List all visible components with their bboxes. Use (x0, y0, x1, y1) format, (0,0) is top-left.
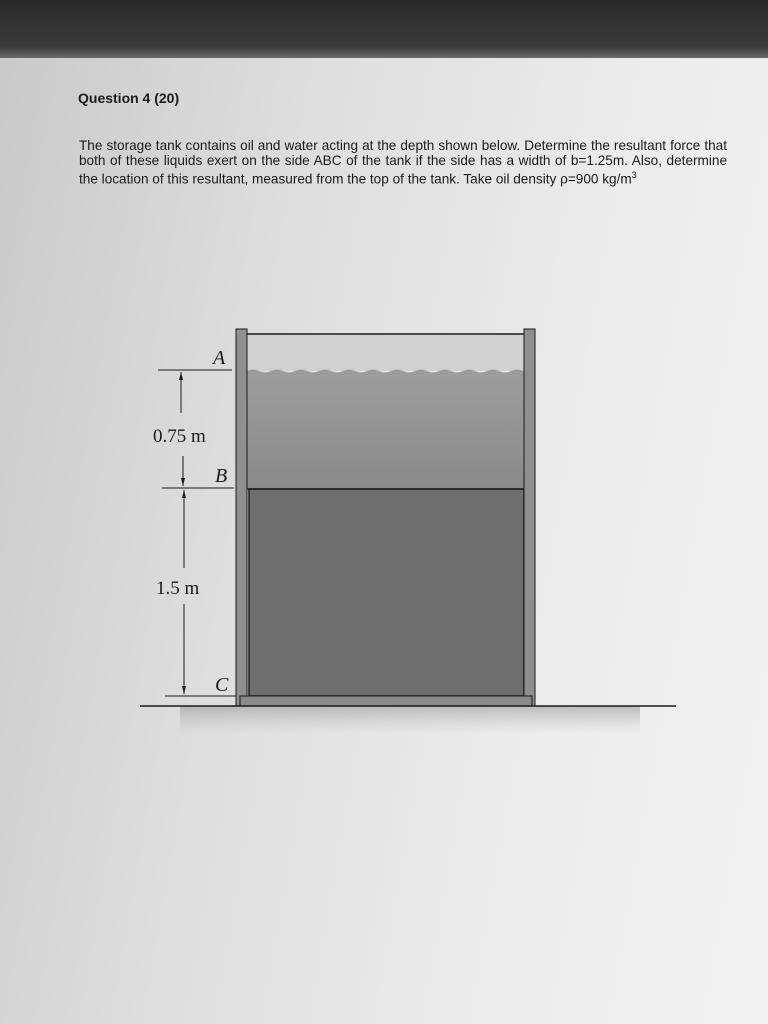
oil-layer (247, 370, 524, 490)
water-depth-label: 1.5 m (156, 578, 200, 599)
tank-left-wall (236, 329, 247, 706)
tank-right-wall (524, 329, 535, 706)
water-layer (249, 489, 524, 696)
air-space (247, 334, 524, 371)
question-title: Question 4 (20) (78, 90, 180, 106)
tank-bottom (240, 696, 532, 706)
oil-depth-label: 0.75 m (153, 426, 206, 447)
question-body: The storage tank contains oil and water acting at the depth shown below. Determine the resultant force that both of these liquids exert on the side ABC of the tank if the side has a width of b=1.25m. Also, determine the location of this resultant, measured from the top of the tank. Take oil density ρ=900 kg/m (79, 138, 727, 187)
point-c-label: C (215, 674, 229, 696)
point-b-label: B (215, 465, 228, 487)
point-a-label: A (213, 347, 226, 369)
superscript-exponent: 3 (631, 170, 637, 180)
dimension-lines (158, 370, 236, 696)
ground-shadow (180, 706, 640, 734)
